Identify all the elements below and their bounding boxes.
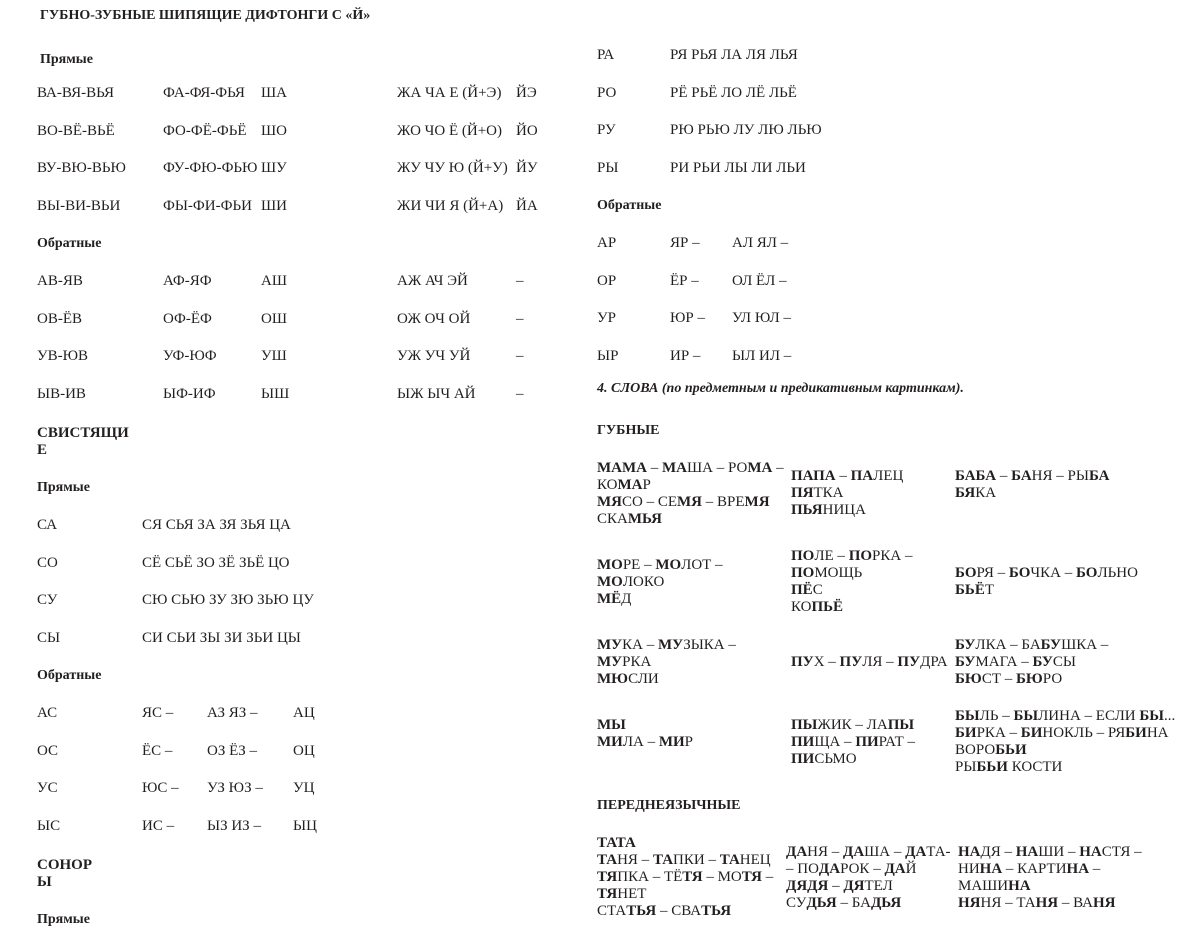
whistling-reverse-cell-r1-c1: АС	[37, 705, 58, 721]
labio-reverse-cell-r4-c3: ЫШ	[261, 386, 290, 403]
whistling-heading	[37, 425, 129, 459]
labio-direct-cell-r4-c2: ФЫ-ФИ-ФЬИ	[163, 198, 252, 215]
word-cell-r2c2: ПОЛЕ – ПОРКА – ПОМОЩЬ ПЁС КОПЬЁ	[791, 548, 913, 615]
labio-reverse-cell-r4-c1: ЫВ-ИВ	[37, 386, 86, 403]
labio-reverse-cell-r3-c5: –	[516, 348, 524, 365]
labio-direct-cell-r4-c3: ШИ	[261, 198, 287, 215]
page-title: ГУБНО-ЗУБНЫЕ ШИПЯЩИЕ ДИФТОНГИ С «Й»	[40, 8, 371, 23]
word-cell-r3c1: МУКА – МУЗЫКА – МУРКА МЮСЛИ	[597, 637, 736, 687]
labio-reverse-cell-r2-c3: ОШ	[261, 310, 287, 327]
sonor-heading	[37, 857, 92, 891]
whistling-reverse-cell-r1-c2: ЯС –	[142, 705, 174, 721]
labio-reverse-cell-r3-c1: УВ-ЮВ	[37, 348, 89, 365]
labio-direct-cell-r3-c3: ШУ	[261, 160, 287, 177]
whistling-reverse-cell-r2-c1: ОС	[37, 742, 59, 759]
word-cell-f1c3: НАДЯ – НАШИ – НАСТЯ – НИНА – КАРТИНА – МАШИНА НЯНЯ – ТАНЯ – ВАНЯ	[958, 844, 1142, 911]
word-cell-r4c2: ПЫЖИК – ЛАПЫ ПИЩА – ПИРАТ – ПИСЬМО	[791, 717, 916, 767]
labio-direct-cell-r2-c1: ВО-ВЁ-ВЬЁ	[37, 122, 115, 139]
labio-reverse-cell-r1-c3: АШ	[261, 273, 287, 289]
whistling-reverse-cell-r4-c3: ЫЗ ИЗ –	[207, 818, 261, 835]
sonor-reverse-cell-r4-c1: ЫР	[597, 348, 619, 365]
sonor-direct-cell-r4-c2: РИ РЬИ ЛЫ ЛИ ЛЬИ	[670, 160, 806, 177]
labio-reverse-cell-r4-c2: ЫФ-ИФ	[163, 386, 216, 403]
word-cell-f1c1: ТАТА ТАНЯ – ТАПКИ – ТАНЕЦ ТЯПКА – ТЁТЯ – МОТЯ – ТЯНЕТ СТАТЬЯ – СВАТЬЯ	[597, 835, 774, 919]
whistling-reverse-cell-r3-c3: УЗ ЮЗ –	[207, 780, 263, 797]
sonor-reverse-cell-r4-c2: ИР –	[670, 348, 701, 365]
word-cell-r1c1: МАМА – МАША – РОМА – КОМАР МЯСО – СЕМЯ – ВРЕМЯ СКАМЬЯ	[597, 460, 784, 527]
labio-direct-cell-r1-c3: ША	[261, 85, 287, 101]
sonor-direct-cell-r3-c1: РУ	[597, 122, 616, 139]
labio-direct-cell-r3-c4: ЖУ ЧУ Ю (Й+У)	[397, 160, 508, 177]
sonor-heading-line2: Ы	[37, 874, 52, 890]
sonor-reverse-cell-r2-c3: ОЛ ЁЛ –	[732, 272, 787, 289]
labio-reverse-cell-r1-c2: АФ-ЯФ	[163, 273, 212, 289]
whistling-reverse-label: Обратные	[37, 668, 102, 683]
whistling-direct-cell-r2-c1: СО	[37, 554, 58, 571]
labio-reverse-cell-r1-c1: АВ-ЯВ	[37, 273, 83, 289]
sonor-direct-cell-r4-c1: РЫ	[597, 160, 619, 177]
sonor-reverse-cell-r3-c3: УЛ ЮЛ –	[732, 310, 791, 327]
word-cell-r1c2: ПАПА – ПАЛЕЦ ПЯТКА ПЬЯНИЦА	[791, 468, 904, 518]
labio-reverse-cell-r1-c4: АЖ АЧ ЭЙ	[397, 273, 468, 289]
whistling-heading-line2: Е	[37, 442, 48, 458]
labio-direct-cell-r1-c4: ЖА ЧА Е (Й+Э)	[397, 85, 502, 101]
whistling-reverse-cell-r2-c3: ОЗ ЁЗ –	[207, 742, 258, 759]
whistling-reverse-cell-r3-c2: ЮС –	[142, 780, 179, 797]
sonor-reverse-cell-r4-c3: ЫЛ ИЛ –	[732, 348, 792, 365]
frontlingual-label: ПЕРЕДНЕЯЗЫЧНЫЕ	[597, 798, 741, 813]
whistling-reverse-cell-r2-c4: ОЦ	[293, 742, 315, 759]
labio-reverse-cell-r4-c5: –	[516, 386, 524, 403]
labio-direct-cell-r1-c2: ФА-ФЯ-ФЬЯ	[163, 85, 245, 101]
labio-reverse-cell-r3-c3: УШ	[261, 348, 287, 365]
labio-reverse-cell-r2-c5: –	[516, 310, 524, 327]
labio-direct-cell-r3-c2: ФУ-ФЮ-ФЬЮ	[163, 160, 258, 177]
labio-direct-cell-r1-c5: ЙЭ	[516, 85, 537, 101]
sonor-reverse-label: Обратные	[597, 198, 662, 213]
word-cell-r4c1: МЫ МИЛА – МИР	[597, 717, 694, 750]
labio-reverse-cell-r2-c2: ОФ-ЁФ	[163, 310, 212, 327]
labio-reverse-cell-r2-c1: ОВ-ЁВ	[37, 310, 82, 327]
labio-direct-cell-r4-c1: ВЫ-ВИ-ВЬИ	[37, 198, 121, 215]
sonor-reverse-cell-r3-c2: ЮР –	[670, 310, 706, 327]
whistling-heading-line1: СВИСТЯЩИ	[37, 425, 129, 441]
whistling-reverse-cell-r4-c1: ЫС	[37, 818, 61, 835]
sonor-reverse-cell-r1-c3: АЛ ЯЛ –	[732, 235, 789, 251]
sonor-reverse-cell-r3-c1: УР	[597, 310, 616, 327]
labio-reverse-cell-r3-c4: УЖ УЧ УЙ	[397, 348, 471, 365]
whistling-reverse-cell-r4-c2: ИС –	[142, 818, 175, 835]
words-heading: 4. СЛОВА (по предметным и предикативным картинкам).	[597, 381, 964, 396]
labio-direct-cell-r4-c4: ЖИ ЧИ Я (Й+А)	[397, 198, 504, 215]
whistling-direct-cell-r3-c2: СЮ СЬЮ ЗУ ЗЮ ЗЬЮ ЦУ	[142, 592, 314, 609]
sonor-direct-cell-r1-c1: РА	[597, 47, 615, 63]
whistling-reverse-cell-r4-c4: ЫЦ	[293, 818, 317, 835]
word-cell-f1c2: ДАНЯ – ДАША – ДАТА- – ПОДАРОК – ДАЙ ДЯДЯ – ДЯТЕЛ СУДЬЯ – БАДЬЯ	[786, 844, 951, 911]
labio-direct-cell-r3-c5: ЙУ	[516, 160, 538, 177]
word-cell-r3c3: БУЛКА – БАБУШКА – БУМАГА – БУСЫ БЮСТ – БЮРО	[955, 637, 1109, 687]
labio-direct-cell-r2-c2: ФО-ФЁ-ФЬЁ	[163, 122, 247, 139]
word-cell-r4c3: БЫЛЬ – БЫЛИНА – ЕСЛИ БЫ... БИРКА – БИНОКЛЬ – РЯБИНА ВОРОБЬИ РЫБЬИ КОСТИ	[955, 708, 1176, 775]
sonor-direct-cell-r2-c1: РО	[597, 84, 617, 101]
labio-direct-label: Прямые	[40, 52, 93, 67]
labio-reverse-cell-r4-c4: ЫЖ ЫЧ АЙ	[397, 386, 476, 403]
sonor-direct-cell-r3-c2: РЮ РЬЮ ЛУ ЛЮ ЛЬЮ	[670, 122, 822, 139]
labio-reverse-cell-r2-c4: ОЖ ОЧ ОЙ	[397, 310, 471, 327]
whistling-direct-cell-r1-c2: СЯ СЬЯ ЗА ЗЯ ЗЬЯ ЦА	[142, 517, 291, 533]
word-cell-r3c2: ПУХ – ПУЛЯ – ПУДРА	[791, 654, 948, 670]
word-cell-r1c3: БАБА – БАНЯ – РЫБА БЯКА	[955, 468, 1110, 501]
whistling-reverse-cell-r3-c4: УЦ	[293, 780, 315, 797]
whistling-direct-label: Прямые	[37, 480, 90, 495]
whistling-reverse-cell-r2-c2: ЁС –	[142, 742, 173, 759]
sonor-reverse-cell-r2-c1: ОР	[597, 272, 617, 289]
sonor-reverse-cell-r1-c1: АР	[597, 235, 617, 251]
whistling-reverse-cell-r1-c4: АЦ	[293, 705, 315, 721]
sonor-direct-cell-r1-c2: РЯ РЬЯ ЛА ЛЯ ЛЬЯ	[670, 47, 798, 63]
sonor-direct-cell-r2-c2: РЁ РЬЁ ЛО ЛЁ ЛЬЁ	[670, 84, 797, 101]
whistling-direct-cell-r4-c1: СЫ	[37, 630, 61, 647]
whistling-direct-cell-r1-c1: СА	[37, 517, 58, 533]
labio-direct-cell-r2-c5: ЙО	[516, 122, 538, 139]
labio-reverse-cell-r3-c2: УФ-ЮФ	[163, 348, 217, 365]
sonor-heading-line1: СОНОР	[37, 857, 92, 873]
whistling-direct-cell-r4-c2: СИ СЬИ ЗЫ ЗИ ЗЬИ ЦЫ	[142, 630, 301, 647]
sonor-reverse-cell-r1-c2: ЯР –	[670, 235, 700, 251]
labial-label: ГУБНЫЕ	[597, 423, 660, 438]
labio-direct-cell-r4-c5: ЙА	[516, 198, 538, 215]
labio-direct-cell-r3-c1: ВУ-ВЮ-ВЬЮ	[37, 160, 126, 177]
labio-direct-cell-r2-c3: ШО	[261, 122, 287, 139]
whistling-direct-cell-r3-c1: СУ	[37, 592, 58, 609]
whistling-reverse-cell-r1-c3: АЗ ЯЗ –	[207, 705, 258, 721]
labio-reverse-cell-r1-c5: –	[516, 273, 524, 289]
sonor-reverse-cell-r2-c2: ЁР –	[670, 272, 699, 289]
sonor-direct-label: Прямые	[37, 912, 90, 927]
whistling-reverse-cell-r3-c1: УС	[37, 780, 58, 797]
labio-direct-cell-r1-c1: ВА-ВЯ-ВЬЯ	[37, 85, 114, 101]
whistling-direct-cell-r2-c2: СЁ СЬЁ ЗО ЗЁ ЗЬЁ ЦО	[142, 554, 290, 571]
word-cell-r2c1: МОРЕ – МОЛОТ – МОЛОКО МЁД	[597, 557, 723, 607]
word-cell-r2c3: БОРЯ – БОЧКА – БОЛЬНО БЬЁТ	[955, 565, 1138, 598]
labio-reverse-label: Обратные	[37, 236, 102, 251]
labio-direct-cell-r2-c4: ЖО ЧО Ё (Й+О)	[397, 122, 503, 139]
